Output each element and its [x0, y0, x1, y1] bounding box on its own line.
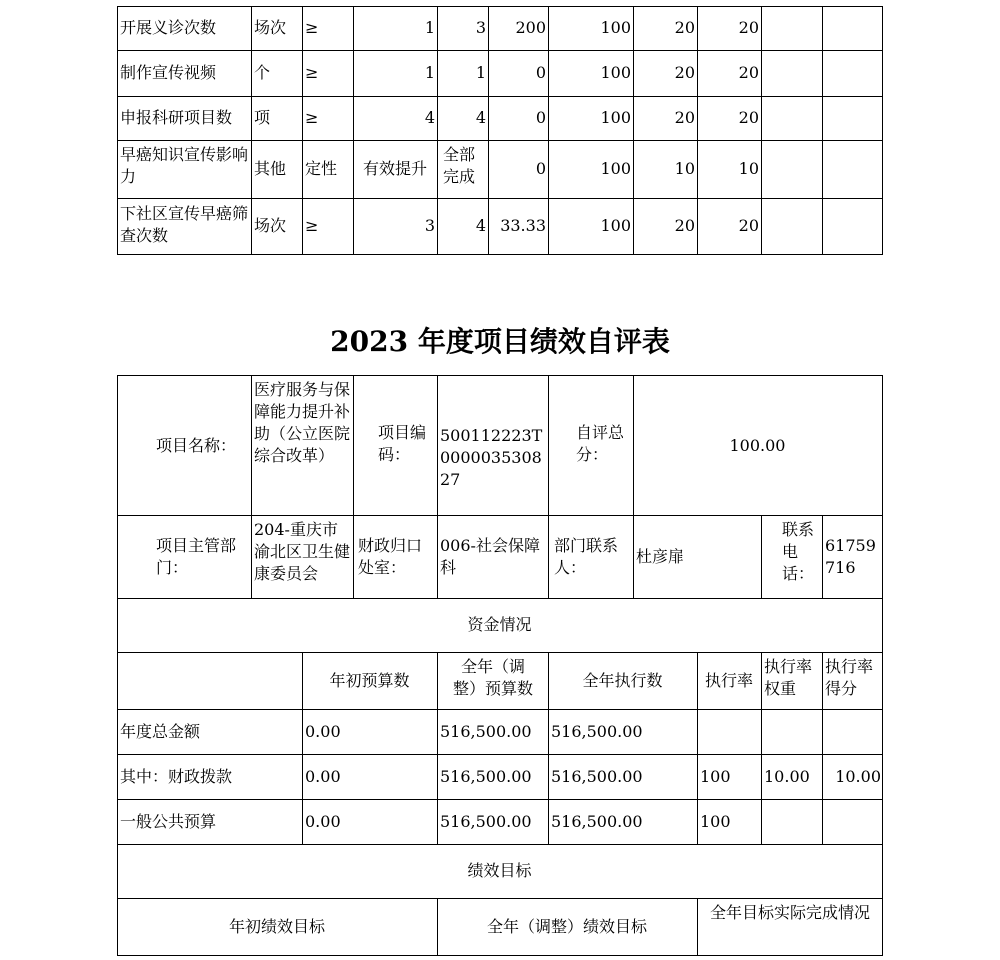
table-cell: 年度总金额	[120, 722, 201, 741]
finance-value: 006-社会保障科	[440, 536, 540, 577]
table-cell: 0.00	[305, 812, 341, 831]
table-cell: 1	[424, 63, 435, 82]
table-cell: 项	[254, 108, 271, 127]
table-cell: 其他	[254, 159, 287, 178]
table-cell: 申报科研项目数	[120, 108, 233, 127]
table-cell: 开展义诊次数	[120, 18, 217, 37]
table-cell: 20	[738, 63, 759, 82]
table-cell: 100	[600, 63, 631, 82]
page-title: 2023 年度项目绩效自评表	[330, 325, 670, 358]
table-cell: 4	[475, 216, 486, 235]
table-cell: ≥	[305, 63, 319, 82]
table-cell: 3	[424, 216, 435, 235]
table-cell: 3	[475, 18, 486, 37]
table-cell: 20	[674, 18, 695, 37]
table-cell: 有效提升	[362, 159, 427, 178]
funds-header-adjusted: 全年（调整）预算数	[452, 657, 533, 698]
table-cell: 100	[600, 108, 631, 127]
perf-header-initial: 年初绩效目标	[228, 917, 325, 936]
finance-label: 财政归口处室：	[358, 536, 423, 577]
funds-header-initial: 年初预算数	[329, 671, 410, 690]
funds-header-weight: 执行率权重	[764, 657, 813, 698]
table-cell: 场次	[254, 216, 287, 235]
table-cell: 0	[535, 63, 546, 82]
table-cell: 10.00	[835, 767, 881, 786]
table-cell: 0	[535, 108, 546, 127]
table-cell: 20	[738, 18, 759, 37]
table-cell: 33.33	[500, 216, 546, 235]
table-cell: 100	[700, 812, 731, 831]
table-cell: 4	[424, 108, 435, 127]
dept-value: 204-重庆市渝北区卫生健康委员会	[254, 520, 351, 583]
table-cell: 100	[600, 159, 631, 178]
table-cell: 516,500.00	[440, 767, 532, 786]
table-cell: 20	[738, 216, 759, 235]
table-cell: 场次	[254, 18, 287, 37]
table-cell: 516,500.00	[551, 767, 643, 786]
funds-header-executed: 全年执行数	[582, 671, 663, 690]
project-name-label: 项目名称：	[156, 436, 237, 455]
table-cell: 516,500.00	[551, 812, 643, 831]
table-cell: 10.00	[764, 767, 810, 786]
perf-header-adjusted: 全年（调整）绩效目标	[486, 917, 647, 936]
dept-label: 项目主管部门：	[156, 536, 237, 577]
project-code-label: 项目编码：	[378, 423, 427, 464]
funds-header-rate: 执行率	[704, 671, 753, 690]
table-cell: 早癌知识宣传影响力	[120, 145, 249, 186]
table-cell: ≥	[305, 18, 319, 37]
table-cell: 其中：财政拨款	[120, 767, 233, 786]
table-cell: 20	[674, 216, 695, 235]
perf-section-title: 绩效目标	[467, 861, 532, 880]
project-code-value: 500112223T000003530827	[440, 426, 543, 489]
table-cell: 516,500.00	[551, 722, 643, 741]
table-cell: 一般公共预算	[120, 812, 217, 831]
phone-label: 联系电话：	[782, 520, 815, 583]
table-cell: ≥	[305, 108, 319, 127]
perf-header-actual: 全年目标实际完成情况	[709, 903, 870, 922]
project-name-value: 医疗服务与保障能力提升补助（公立医院综合改革）	[254, 380, 351, 465]
table-cell: 100	[600, 216, 631, 235]
table-cell: 4	[475, 108, 486, 127]
funds-section-title: 资金情况	[467, 615, 532, 634]
table-cell: 100	[700, 767, 731, 786]
table-cell: 516,500.00	[440, 812, 532, 831]
total-score-value: 100.00	[729, 436, 786, 455]
table-cell: 10	[738, 159, 759, 178]
total-score-label: 自评总分：	[576, 423, 625, 464]
table-cell: 全部完成	[443, 145, 476, 186]
contact-value: 杜彦扉	[636, 547, 685, 566]
table-cell: 0.00	[305, 767, 341, 786]
table-cell: 20	[738, 108, 759, 127]
table-cell: 制作宣传视频	[120, 63, 217, 82]
table-cell: 20	[674, 63, 695, 82]
table-cell: 定性	[305, 159, 338, 178]
table-cell: 516,500.00	[440, 722, 532, 741]
table-cell: 10	[674, 159, 695, 178]
table-cell: 0	[535, 159, 546, 178]
table-cell: ≥	[305, 216, 319, 235]
table-cell: 200	[515, 18, 546, 37]
table-cell: 100	[600, 18, 631, 37]
table-cell: 1	[424, 18, 435, 37]
table-cell: 1	[475, 63, 486, 82]
funds-header-score: 执行率得分	[825, 657, 874, 698]
table-cell: 个	[254, 63, 271, 82]
table-cell: 下社区宣传早癌筛查次数	[120, 204, 249, 245]
contact-label: 部门联系人：	[554, 536, 619, 577]
table-cell: 20	[674, 108, 695, 127]
phone-value: 61759716	[825, 536, 876, 577]
table-cell: 0.00	[305, 722, 341, 741]
